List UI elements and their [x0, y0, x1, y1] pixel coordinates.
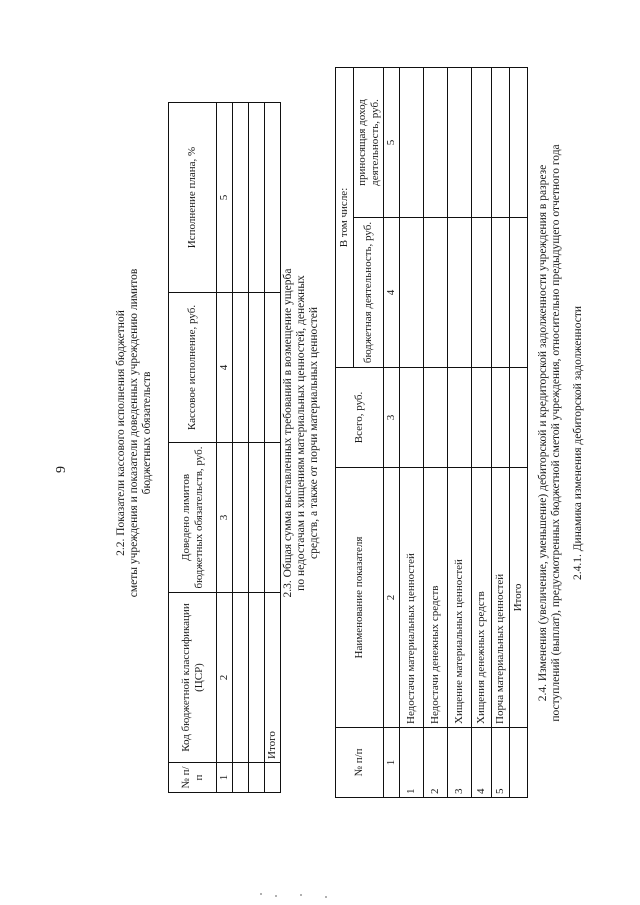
- page-number: 9: [54, 465, 69, 473]
- table-cell: [264, 442, 280, 592]
- header-num: № п/п: [336, 727, 384, 797]
- row-number: 1: [399, 727, 423, 797]
- table-cell: [264, 102, 280, 292]
- col-number: 2: [384, 467, 400, 727]
- table-row: [447, 67, 471, 797]
- table-cell: [509, 67, 527, 217]
- header-plan: Исполнение плана, %: [169, 102, 217, 292]
- col-number: 1: [384, 727, 400, 797]
- table-cell: [264, 292, 280, 442]
- table-cell: [471, 367, 491, 467]
- title-line: бюджетных обязательств: [140, 371, 153, 494]
- table-cell: [399, 367, 423, 467]
- row-name: Порча материальных ценностей: [491, 467, 509, 727]
- section-2-4-1-title: [572, 233, 585, 653]
- section-2-2-title: [115, 218, 154, 648]
- table-cell: [471, 67, 491, 217]
- scan-speck: [260, 893, 262, 895]
- header-limits: Доведено лимитов бюджетных обязательств, руб.: [169, 442, 217, 592]
- header-name: Наименование показателя: [336, 467, 384, 727]
- table-cell: [509, 367, 527, 467]
- table-cell: [399, 67, 423, 217]
- table-row: [491, 67, 509, 797]
- table-cell: [399, 217, 423, 367]
- total-label: Итого: [264, 592, 280, 762]
- header-total: Всего, руб.: [336, 367, 384, 467]
- scan-speck: [275, 895, 277, 897]
- table-row: [471, 67, 491, 797]
- col-number: 5: [384, 67, 400, 217]
- row-number: 5: [491, 727, 509, 797]
- table-cell: [447, 217, 471, 367]
- total-row: [509, 67, 527, 797]
- col-number: 4: [384, 217, 400, 367]
- table-cell: [491, 67, 509, 217]
- table-cell: [264, 762, 280, 792]
- title-line: по недостачам и хищениям материальных ценностей, денежных: [294, 274, 307, 591]
- table-row: [399, 67, 423, 797]
- row-name: Недостачи денежных средств: [423, 467, 447, 727]
- header-in-that: В том числе:: [336, 67, 354, 367]
- row-number: 4: [471, 727, 491, 797]
- table-cell: [248, 102, 264, 292]
- section-2-4-title: [537, 48, 563, 818]
- col-number: 3: [217, 442, 233, 592]
- header-income: приносящая доход деятельность, руб.: [354, 67, 384, 217]
- table-row: [232, 102, 248, 792]
- section-2-3-title: [282, 213, 321, 653]
- col-number: 2: [217, 592, 233, 762]
- total-label: Итого: [509, 467, 527, 727]
- title-line: 2.3. Общая сумма выставленных требований в возмещение ущерба: [282, 268, 294, 597]
- table-cell: [447, 367, 471, 467]
- title-line: сметы учреждения и показатели доведенных учреждению лимитов: [127, 268, 140, 597]
- header-cash: Кассовое исполнение, руб.: [169, 292, 217, 442]
- table-cell: [248, 592, 264, 762]
- table-cell: [447, 67, 471, 217]
- title-line: 2.4. Изменения (увеличение, уменьшение) дебиторской и кредиторской задолженности учреждения в разрезе: [537, 164, 549, 701]
- table-cell: [232, 442, 248, 592]
- row-name: Хищение материальных ценностей: [447, 467, 471, 727]
- title-line: 2.4.1. Динамика изменения дебиторской задолженности: [572, 305, 584, 580]
- table-cell: [491, 217, 509, 367]
- header-num: № п/п: [169, 762, 217, 792]
- title-line: 2.2. Показатели кассового исполнения бюджетной: [115, 309, 127, 556]
- table-cell: [232, 102, 248, 292]
- row-number: 2: [423, 727, 447, 797]
- table-cell: [232, 592, 248, 762]
- header-code: Код бюджетной классификации (ЦСР): [169, 592, 217, 762]
- total-row: [264, 102, 280, 792]
- title-line: поступлений (выплат), предусмотренных бюджетной сметой учреждения, относительно предыдущего отчетного года: [549, 143, 562, 722]
- row-number: 3: [447, 727, 471, 797]
- table-cell: [248, 762, 264, 792]
- table-cell: [423, 67, 447, 217]
- col-number: 3: [384, 367, 400, 467]
- table-cell: [491, 367, 509, 467]
- table-cell: [471, 217, 491, 367]
- scan-speck: [300, 894, 302, 896]
- row-name: Недостачи материальных ценностей: [399, 467, 423, 727]
- table-cell: [248, 292, 264, 442]
- table-cell: [423, 367, 447, 467]
- table-cell: [423, 217, 447, 367]
- row-name: Хищения денежных средств: [471, 467, 491, 727]
- table-cell: [509, 727, 527, 797]
- col-number: 4: [217, 292, 233, 442]
- table-row: [423, 67, 447, 797]
- section-2-2-table: [168, 102, 281, 793]
- col-number: 1: [217, 762, 233, 792]
- table-cell: [232, 292, 248, 442]
- table-cell: [248, 442, 264, 592]
- table-cell: [509, 217, 527, 367]
- title-line: средств, а также от порчи материальных ценностей: [307, 306, 320, 559]
- section-2-3-table: [335, 66, 528, 797]
- table-cell: [232, 762, 248, 792]
- col-number: 5: [217, 102, 233, 292]
- rotated-document-page: [40, 23, 600, 883]
- header-budget: бюджетная деятельность, руб.: [354, 217, 384, 367]
- table-row: [248, 102, 264, 792]
- scan-speck: [325, 896, 327, 898]
